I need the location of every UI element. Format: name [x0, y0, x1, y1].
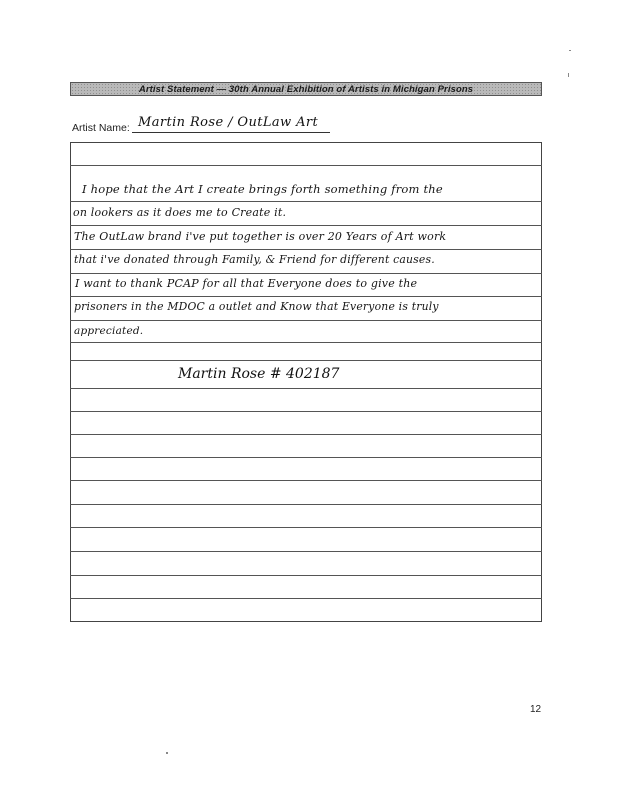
ruled-line: [70, 551, 542, 552]
statement-line: The OutLaw brand i've put together is over 20 Years of Art work: [74, 230, 447, 243]
header-title: Artist Statement — 30th Annual Exhibition of Artists in Michigan Prisons: [138, 83, 474, 95]
ruled-line: [70, 598, 542, 599]
ruled-line: [70, 342, 542, 343]
ruled-line: [70, 273, 542, 274]
statement-line: I want to thank PCAP for all that Everyone does to give the: [75, 277, 418, 290]
ruled-line: [70, 360, 542, 361]
statement-line: prisoners in the MDOC a outlet and Know that Everyone is truly: [74, 300, 439, 313]
ruled-line: [70, 225, 542, 226]
statement-line: I hope that the Art I create brings forth something from the: [82, 182, 443, 196]
ruled-line: [70, 296, 542, 297]
ruled-line: [70, 434, 542, 435]
statement-line: that i've donated through Family, & Friend for different causes.: [74, 253, 435, 266]
ruled-line: [70, 165, 542, 166]
ruled-line: [70, 320, 542, 321]
ruled-line: [70, 527, 542, 528]
ruled-line: [70, 388, 542, 389]
statement-line: appreciated.: [74, 325, 144, 337]
scan-speck: [166, 752, 168, 754]
scan-speck: [569, 50, 571, 51]
signature: Martin Rose # 402187: [178, 366, 340, 382]
ruled-line: [70, 411, 542, 412]
ruled-line: [70, 504, 542, 505]
header-bar: [70, 82, 542, 96]
ruled-line: [70, 480, 542, 481]
scan-speck: [568, 73, 569, 77]
statement-line: on lookers as it does me to Create it.: [73, 206, 287, 219]
ruled-line: [70, 249, 542, 250]
artist-name-label: Artist Name:: [72, 122, 130, 134]
artist-name-value: Martin Rose / OutLaw Art: [138, 115, 319, 130]
ruled-line: [70, 201, 542, 202]
page-number: 12: [530, 704, 542, 715]
ruled-line: [70, 457, 542, 458]
ruled-line: [70, 575, 542, 576]
artist-name-underline: [132, 132, 330, 133]
